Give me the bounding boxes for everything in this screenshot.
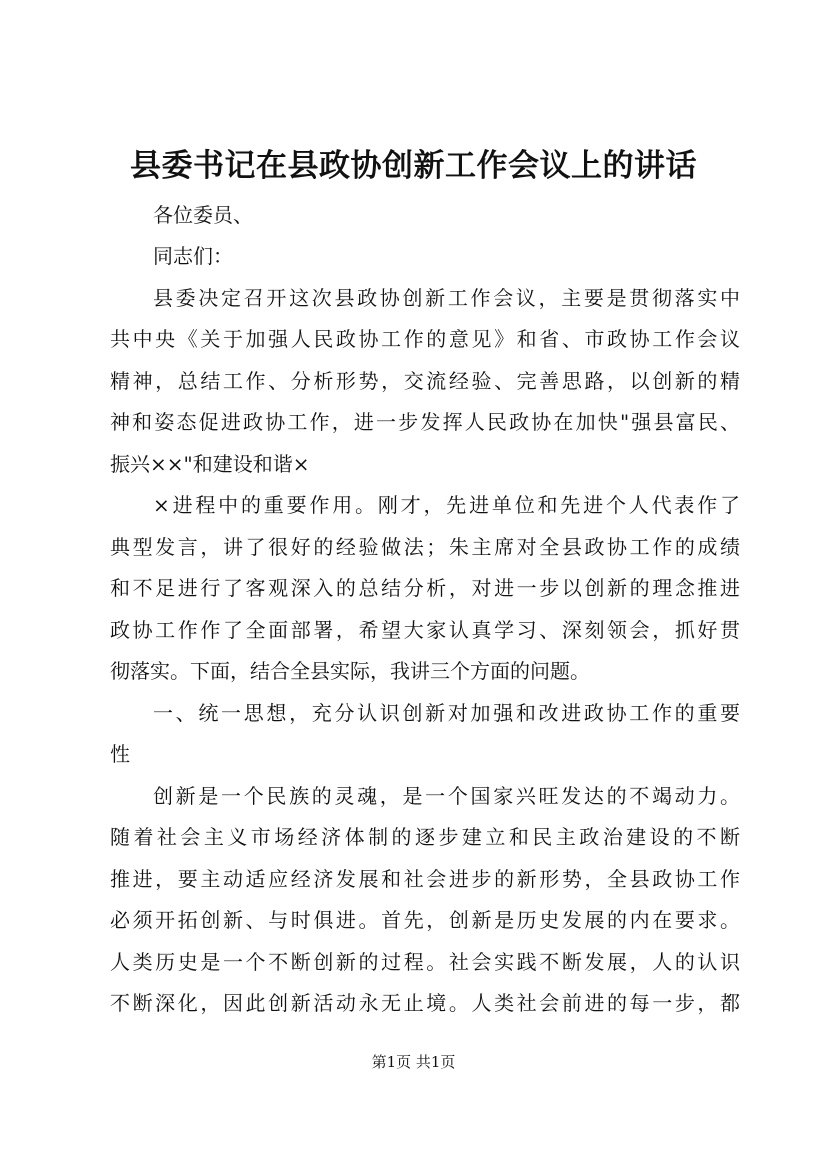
body-text-line: ×进程中的重要作用。刚才，先进单位和先进个人代表作了 bbox=[153, 493, 740, 517]
body-text-line: 政协工作作了全面部署，希望大家认真学习、深刻领会，抓好贯 bbox=[110, 618, 740, 642]
body-text-line: 县委决定召开这次县政协创新工作会议，主要是贯彻落实中 bbox=[153, 286, 740, 310]
salutation-line: 各位委员、 bbox=[153, 203, 253, 227]
body-text-line: 随着社会主义市场经济体制的逐步建立和民主政治建设的不断 bbox=[110, 825, 740, 849]
body-text-line: 必须开拓创新、与时俱进。首先，创新是历史发展的内在要求。 bbox=[110, 908, 740, 932]
salutation-line: 同志们： bbox=[153, 244, 233, 268]
body-text-line: 共中央《关于加强人民政协工作的意见》和省、市政协工作会议 bbox=[110, 327, 740, 351]
section-heading-line: 一、统一思想，充分认识创新对加强和改进政协工作的重要 bbox=[153, 701, 740, 725]
body-text-line: 创新是一个民族的灵魂，是一个国家兴旺发达的不竭动力。 bbox=[153, 784, 740, 808]
body-text-line: 振兴××"和建设和谐× bbox=[110, 452, 310, 476]
document-title: 县委书记在县政协创新工作会议上的讲话 bbox=[130, 148, 697, 184]
body-text-line: 精神，总结工作、分析形势，交流经验、完善思路，以创新的精 bbox=[110, 369, 740, 393]
body-text-line: 彻落实。下面，结合全县实际，我讲三个方面的问题。 bbox=[110, 659, 590, 683]
body-text-line: 推进，要主动适应经济发展和社会进步的新形势，全县政协工作 bbox=[110, 867, 740, 891]
body-text-line: 典型发言，讲了很好的经验做法；朱主席对全县政协工作的成绩 bbox=[110, 535, 740, 559]
body-text-line: 和不足进行了客观深入的总结分析，对进一步以创新的理念推进 bbox=[110, 576, 740, 600]
section-heading-line: 性 bbox=[110, 742, 130, 766]
page-number-footer: 第1页 共1页 bbox=[371, 1053, 456, 1071]
body-text-line: 人类历史是一个不断创新的过程。社会实践不断发展，人的认识 bbox=[110, 950, 740, 974]
body-text-line: 神和姿态促进政协工作，进一步发挥人民政协在加快"强县富民、 bbox=[110, 410, 740, 434]
body-text-line: 不断深化，因此创新活动永无止境。人类社会前进的每一步，都 bbox=[110, 991, 740, 1015]
